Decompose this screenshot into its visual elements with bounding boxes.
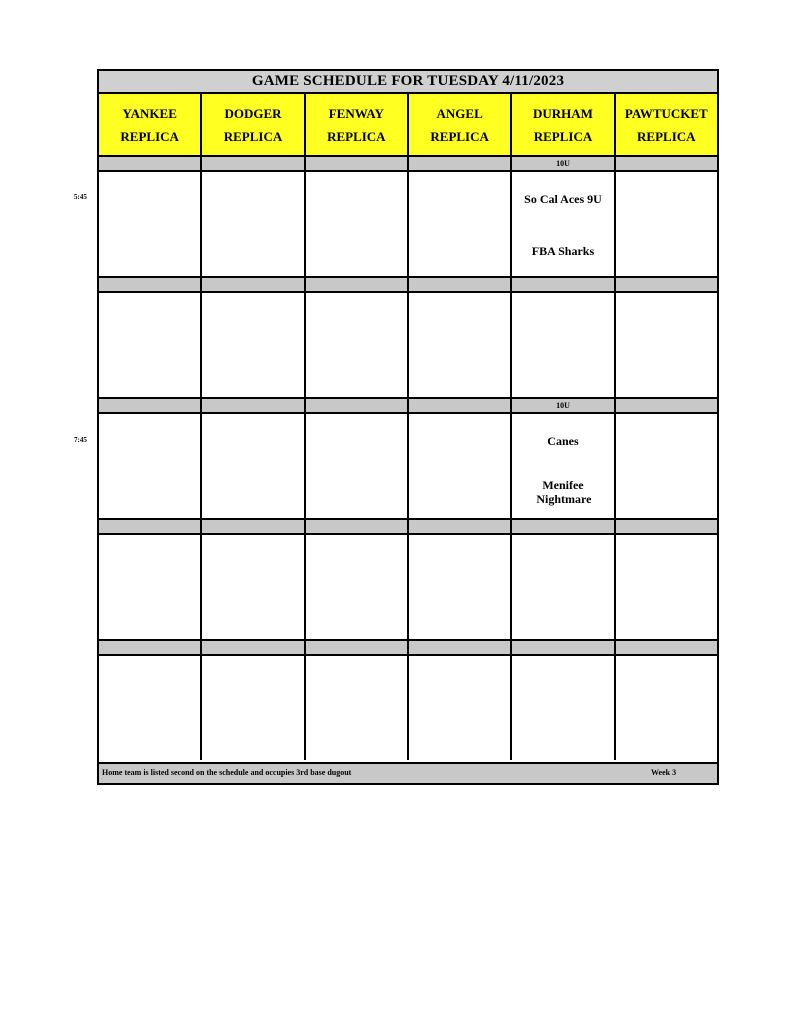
slot-group-3 [99,397,717,518]
game-cell [616,172,717,276]
division-band [99,397,717,412]
footer-note: Home team is listed second on the schedule and occupies 3rd base dugout [102,768,352,777]
game-slot-row [99,412,717,518]
game-cell [306,414,409,518]
band-cell [616,157,717,170]
band-cell [202,520,305,533]
field-header-pawtucket [616,94,717,155]
game-cell [99,414,202,518]
field-name: DODGER [224,105,282,121]
field-name: FENWAY [328,105,384,121]
field-header-angel [409,94,512,155]
band-cell [409,399,512,412]
band-cell: 10U [512,399,615,412]
band-cell [409,520,512,533]
game-cell [409,535,512,639]
band-cell [306,520,409,533]
game-cell [99,656,202,760]
band-cell [99,520,202,533]
game-cell [512,656,615,760]
game-cell [409,414,512,518]
band-cell [512,641,615,654]
slot-group-4 [99,518,717,639]
game-cell [202,172,305,276]
field-name: DURHAM [533,105,593,121]
game-cell [202,414,305,518]
game-cell [616,656,717,760]
footer-week: Week 3 [651,768,677,777]
game-cell [306,656,409,760]
game-cell [512,293,615,397]
band-cell [306,157,409,170]
field-header-dodger [202,94,305,155]
game-cell [306,535,409,639]
band-cell [409,157,512,170]
band-cell [306,278,409,291]
band-cell: 10U [512,157,615,170]
slot-group-1 [99,155,717,276]
field-sub: REPLICA [223,128,283,144]
field-name: YANKEE [122,105,177,121]
slot-group-5 [99,639,717,760]
game-cell [99,535,202,639]
game-cell [512,535,615,639]
game-slot-row [99,533,717,639]
slot-group-2 [99,276,717,397]
field-header-durham [512,94,615,155]
band-cell [512,278,615,291]
band-cell [306,641,409,654]
field-name: PAWTUCKET [624,105,708,121]
band-cell [99,278,202,291]
band-cell [202,641,305,654]
game-cell [202,656,305,760]
time-label-first: 5:45 [74,193,87,201]
game-cell [616,535,717,639]
band-cell [202,278,305,291]
game-slot-row [99,291,717,397]
game-cell [202,535,305,639]
home-team: Menifee Nightmare [536,478,592,506]
game-cell [99,293,202,397]
game-cell [306,172,409,276]
game-cell-durham [512,172,615,276]
field-name: ANGEL [436,105,483,121]
band-cell [99,399,202,412]
division-band [99,639,717,654]
band-cell [409,641,512,654]
band-cell [616,641,717,654]
field-sub: REPLICA [533,128,593,144]
schedule-title: GAME SCHEDULE FOR TUESDAY 4/11/2023 [99,71,717,94]
band-cell [616,520,717,533]
band-cell [99,157,202,170]
game-cell [409,293,512,397]
game-cell [616,293,717,397]
game-cell [409,656,512,760]
field-sub: REPLICA [430,128,489,144]
field-header-yankee [99,94,202,155]
schedule-table [97,69,719,785]
field-header-fenway [306,94,409,155]
band-cell [306,399,409,412]
division-band [99,276,717,291]
band-cell [512,520,615,533]
game-slot-row [99,170,717,276]
band-cell [616,278,717,291]
away-team: So Cal Aces 9U [524,192,602,206]
field-sub: REPLICA [120,128,179,144]
field-sub: REPLICA [637,128,696,144]
field-sub: REPLICA [327,128,386,144]
game-cell-durham [512,414,615,518]
division-band [99,155,717,170]
away-team: Canes [547,434,579,448]
game-cell [616,414,717,518]
division-band [99,518,717,533]
game-cell [202,293,305,397]
band-cell [99,641,202,654]
band-cell [202,399,305,412]
footer-row [99,762,717,783]
band-cell [202,157,305,170]
band-cell [409,278,512,291]
field-header-row [99,94,717,155]
home-team: FBA Sharks [531,244,595,258]
game-cell [409,172,512,276]
band-cell [616,399,717,412]
game-slot-row [99,654,717,760]
time-label-second: 7:45 [74,436,87,444]
game-cell [306,293,409,397]
game-cell [99,172,202,276]
